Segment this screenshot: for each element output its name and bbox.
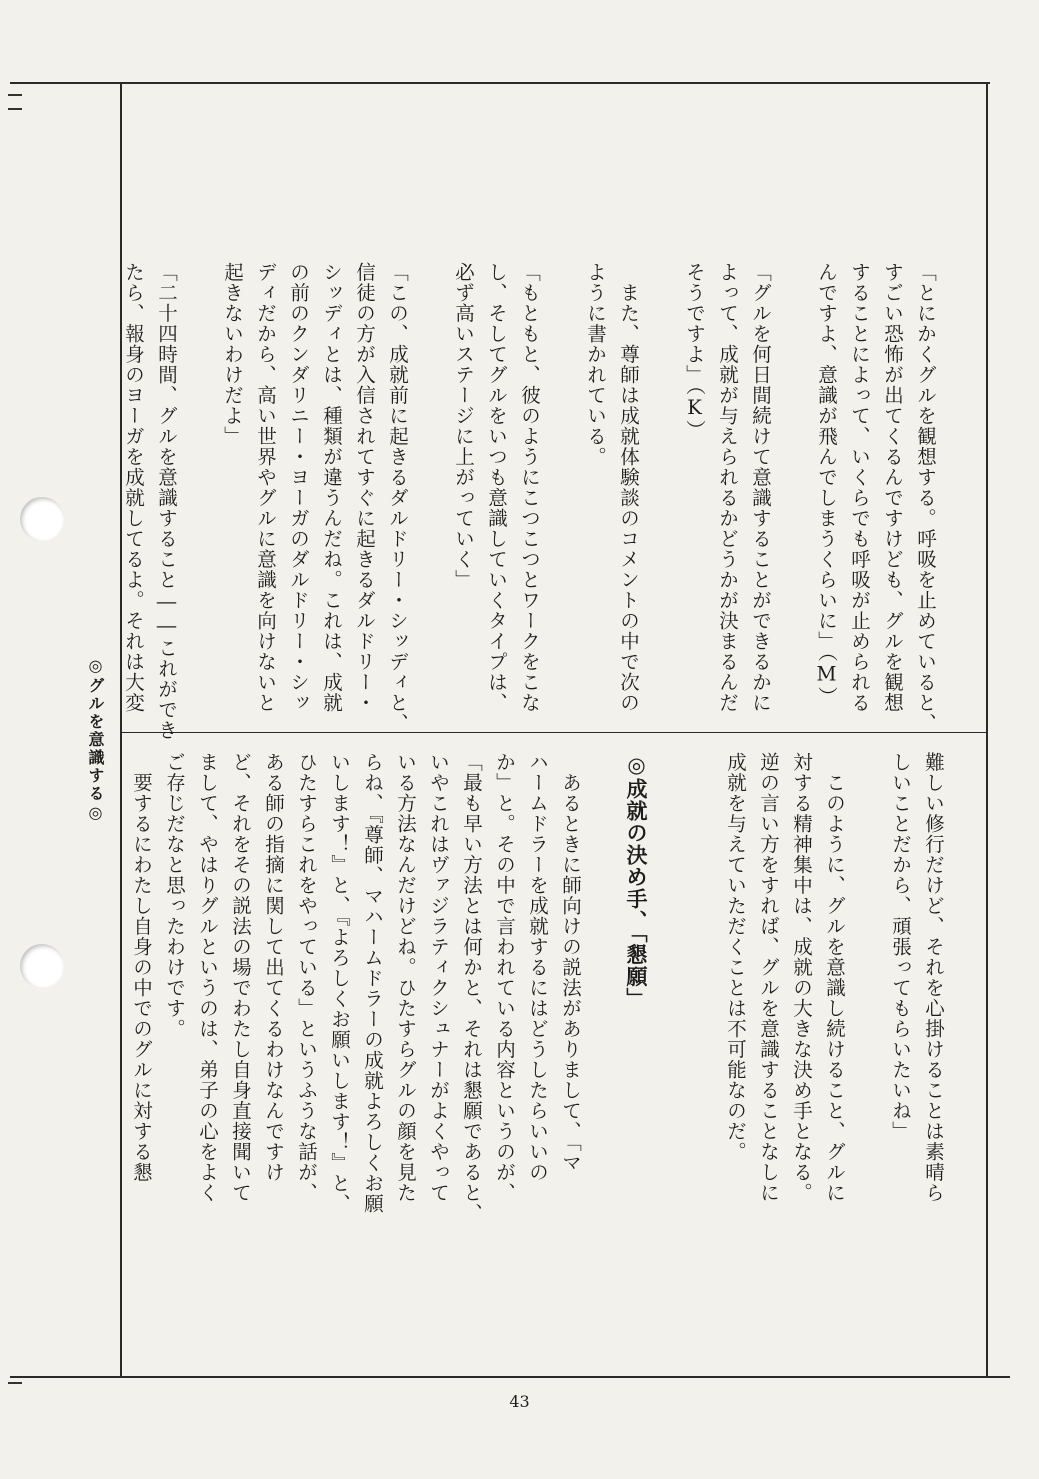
text-line: 成就を与えていただくことは不可能なのだ。 [724, 752, 747, 1162]
text-line: か」と。その中で言われている内容というのが、 [493, 752, 516, 1203]
text-line: 要するにわたし自身の中でのグルに対する懇 [130, 752, 153, 1183]
text-line: また、尊師は成就体験談のコメントの中で次の [617, 262, 640, 713]
text-line: ハームドラーを成就するにはどうしたらいいの [526, 752, 549, 1183]
text-line: あるときに師向けの説法がありまして、「マ [559, 752, 582, 1173]
text-line: 「二十四時間、グルを意識すること――これができ [155, 262, 178, 741]
bottom-rule [10, 1376, 1010, 1378]
edge-mark [8, 94, 22, 96]
text-line: ご存じだなと思ったわけです。 [163, 752, 186, 1039]
text-line: いやこれはヴァジラティクシュナーがよくやって [427, 752, 450, 1203]
text-line [546, 262, 579, 717]
text-line: そうですよ」（K） [683, 262, 706, 441]
text-line: ひたすらこれをやっている」というふうな話が、 [295, 752, 318, 1203]
text-line: 「最も早い方法とは何かと、それは懇願であると、 [460, 752, 483, 1224]
text-line: の前のクンダリニー・ヨーガのダルドリー・シッ [287, 262, 310, 713]
text-line: ように書かれている。 [584, 262, 607, 467]
text-line: しいことだから、頑張ってもらいたいね」 [889, 752, 912, 1142]
text-line: ある師の指摘に関して出てくるわけなんですけ [262, 752, 285, 1183]
text-line: たら、報身のヨーガを成就してるよ。それは大変 [122, 262, 145, 713]
text-line: 「とにかくグルを観想する。呼吸を止めていると、 [914, 262, 937, 734]
section-divider [120, 732, 988, 733]
text-line [183, 262, 216, 717]
text-line: ディだから、高い世界やグルに意識を向けないと [254, 262, 277, 713]
text-line: ど、それをその説法の場でわたし自身直接聞いて [229, 752, 252, 1203]
text-line: 難しい修行だけど、それを心掛けることは素晴ら [922, 752, 945, 1203]
text-line: 「もともと、彼のようにこつこつとワークをこな [518, 262, 541, 713]
text-line: 必ず高いステージに上がっていく」 [452, 262, 475, 590]
text-line: いる方法なんだけどね。ひたすらグルの顔を見た [394, 752, 417, 1203]
text-line [587, 752, 620, 1302]
text-line: いします！』と、『よろしくお願いします！』と、 [328, 752, 351, 1214]
text-line: 起きないわけだよ」 [221, 262, 244, 447]
text-line: することによって、いくらでも呼吸が止められる [848, 262, 871, 713]
lower-text-block [130, 752, 950, 1302]
text-line: 逆の言い方をすれば、グルを意識することなしに [757, 752, 780, 1203]
edge-mark [8, 1382, 22, 1384]
text-line: 対する精神集中は、成就の大きな決め手となる。 [790, 752, 813, 1203]
text-line: シッディとは、種類が違うんだね。これは、成就 [320, 262, 343, 713]
text-line: し、そしてグルをいつも意識していくタイプは、 [485, 262, 508, 713]
text-line: 「グルを何日間続けて意識することができるかに [749, 262, 772, 713]
binder-hole [20, 944, 64, 988]
text-line: よって、成就が与えられるかどうかが決まるんだ [716, 262, 739, 713]
text-line [777, 262, 810, 717]
section-heading: ◎成就の決め手、「懇願」 [624, 752, 649, 1010]
text-line: 信徒の方が入信されてすぐに起きるダルドリー・ [353, 262, 376, 713]
upper-text-block [122, 262, 942, 741]
text-line [414, 262, 447, 717]
frame-right-border [986, 82, 988, 1377]
text-line [851, 752, 884, 1302]
text-line: まして、やはりグルというのは、弟子の心をよく [196, 752, 219, 1203]
text-line: んですよ、意識が飛んでしまうくらいに」（M） [815, 262, 838, 707]
edge-mark [8, 108, 22, 110]
text-line: このように、グルを意識し続けること、グルに [823, 752, 846, 1203]
text-line [653, 752, 686, 1302]
section-side-label: ◎グルを意識する◎ [86, 656, 105, 824]
text-line: 「この、成就前に起きるダルドリー・シッディと、 [386, 262, 409, 734]
text-line: らね、『尊師、マハームドラーの成就よろしくお願 [361, 752, 384, 1214]
page-number: 43 [509, 1392, 530, 1411]
binder-hole [20, 497, 64, 541]
text-line [645, 262, 678, 717]
text-line [686, 752, 719, 1302]
text-line: すごい恐怖が出てくるんですけども、グルを観想 [881, 262, 904, 713]
top-rule [10, 82, 990, 84]
